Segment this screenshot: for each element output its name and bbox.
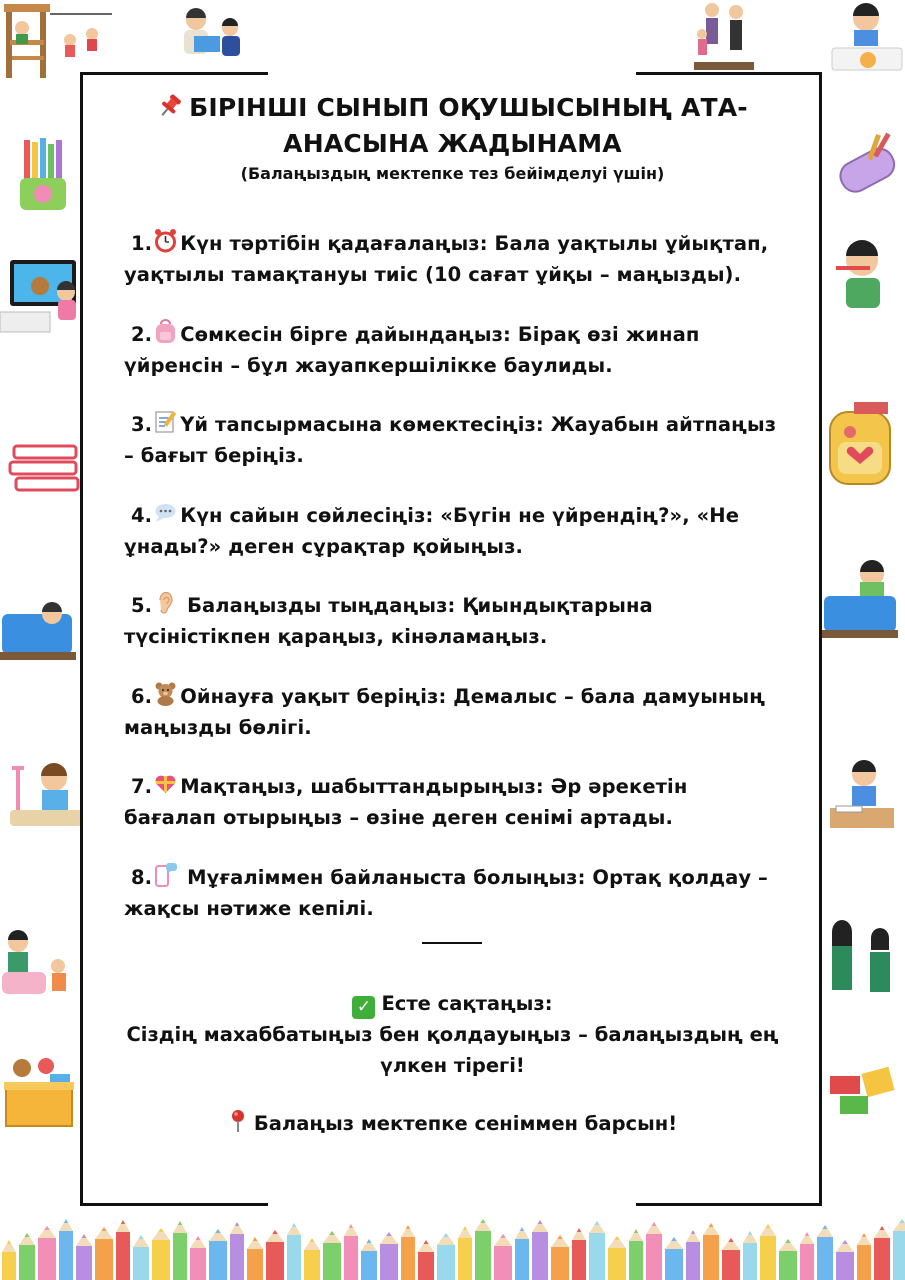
speech-bubble-icon bbox=[153, 500, 178, 525]
item-number: 5. bbox=[131, 594, 153, 617]
pencil-shape bbox=[874, 1226, 890, 1280]
pencil-shape bbox=[209, 1229, 227, 1280]
pushpin-icon bbox=[157, 93, 183, 119]
page-title bbox=[95, 90, 810, 162]
pencil-shape bbox=[475, 1219, 491, 1280]
pencil-shape bbox=[551, 1235, 569, 1280]
pencil-shape bbox=[857, 1233, 871, 1280]
teddy-bear-icon bbox=[153, 681, 178, 706]
recommendations-list bbox=[124, 228, 784, 952]
pencil-shape bbox=[515, 1227, 529, 1280]
pencil-shape bbox=[743, 1231, 757, 1280]
pencil-shape bbox=[572, 1228, 586, 1280]
boy-eating-illustration bbox=[826, 0, 905, 76]
item-text: Үй тапсырмасына көмектесіңіз: Жауабын айтпаңыз – бағыт беріңіз. bbox=[124, 413, 777, 467]
pencil-shape bbox=[629, 1229, 643, 1280]
frame-bottom-gap bbox=[268, 1200, 636, 1208]
pencil-shape bbox=[646, 1222, 662, 1280]
pencil-shape bbox=[344, 1224, 358, 1280]
pencil-shape bbox=[401, 1225, 415, 1280]
list-item bbox=[124, 409, 784, 471]
list-item bbox=[124, 228, 784, 290]
waking-child-illustration bbox=[822, 552, 898, 642]
item-text: Сөмкесін бірге дайындаңыз: Бірақ өзі жинап үйренсін – бұл жауапкершілікке баулиды. bbox=[124, 322, 700, 377]
item-number: 6. bbox=[131, 684, 153, 708]
item-text: Күн сайын сөйлесіңіз: «Бүгін не үйрендің?», «Не ұнады?» деген сұрақтар қойыңыз. bbox=[124, 503, 740, 558]
heart-gift-icon bbox=[153, 771, 178, 796]
page-title-text: БІРІНШІ СЫНЫП ОҚУШЫСЫНЫҢ АТА-АНАСЫНА ЖАДЫНАМА bbox=[189, 93, 748, 158]
closing-line bbox=[120, 1108, 785, 1139]
pencil-shape bbox=[38, 1226, 56, 1280]
pencil-shape bbox=[247, 1237, 263, 1280]
backpack-illustration bbox=[820, 398, 900, 488]
playground-illustration bbox=[0, 0, 115, 82]
pencil-shape bbox=[893, 1219, 905, 1280]
pencil-shape bbox=[173, 1221, 187, 1280]
list-item bbox=[124, 681, 784, 743]
pencil-case-illustration bbox=[832, 128, 898, 200]
list-item bbox=[124, 771, 784, 833]
pencil-shape bbox=[2, 1240, 16, 1280]
pencil-shape bbox=[76, 1234, 92, 1280]
remember-text: Сіздің махаббатыңыз бен қолдауыңыз – балаңыздың ең үлкен тірегі! bbox=[126, 1023, 779, 1077]
closing-text: Балаңыз мектепке сеніммен барсын! bbox=[253, 1112, 678, 1135]
pencil-shape bbox=[836, 1240, 854, 1280]
studying-girl-illustration bbox=[8, 756, 84, 832]
phone-message-icon bbox=[153, 862, 178, 887]
sleeping-child-illustration bbox=[0, 594, 76, 666]
pencil-shape bbox=[589, 1221, 605, 1280]
pencil-shape bbox=[266, 1230, 284, 1280]
section-divider bbox=[422, 942, 482, 944]
alarm-clock-icon bbox=[153, 228, 178, 253]
item-number: 7. bbox=[131, 775, 153, 798]
pencil-shape bbox=[665, 1237, 683, 1280]
pencil-shape bbox=[817, 1225, 833, 1280]
pencil-shape bbox=[418, 1240, 434, 1280]
ear-icon bbox=[153, 590, 178, 615]
item-text: Күн тәртібін қадағалаңыз: Бала уақтылы ұйықтап, уақтылы тамақтануы тиіс (10 сағат ұйқы – маңызды). bbox=[124, 232, 769, 286]
item-number: 1. bbox=[131, 232, 153, 255]
frame-top-gap bbox=[268, 68, 636, 76]
round-pin-icon bbox=[228, 1109, 248, 1133]
page-subtitle: (Балаңыздың мектепке тез бейімделуі үшін) bbox=[240, 164, 665, 183]
item-number: 4. bbox=[131, 503, 153, 527]
pencil-shape bbox=[116, 1220, 130, 1280]
list-item bbox=[124, 590, 784, 652]
pencil-shape bbox=[133, 1235, 149, 1280]
check-mark-icon: ✓ bbox=[352, 996, 375, 1019]
item-number: 2. bbox=[131, 322, 153, 346]
pencil-shape bbox=[532, 1220, 548, 1280]
item-text: Мұғаліммен байланыста болыңыз: Ортақ қолдау – жақсы нәтиже кепілі. bbox=[124, 865, 768, 920]
colored-pencils-border bbox=[0, 1212, 905, 1280]
tv-watching-illustration bbox=[0, 256, 84, 336]
remember-section bbox=[120, 988, 785, 1081]
pencil-shape bbox=[59, 1219, 73, 1280]
pencil-shape bbox=[287, 1223, 301, 1280]
item-text: Балаңызды тыңдаңыз: Қиындықтарына түсіністікпен қараңыз, кінәламаңыз. bbox=[124, 594, 653, 648]
pencil-shape bbox=[703, 1223, 719, 1280]
pencil-shape bbox=[361, 1239, 377, 1280]
teacher-with-child-illustration bbox=[0, 928, 80, 1002]
pencil-shape bbox=[152, 1228, 170, 1280]
item-text: Мақтаңыз, шабыттандырыңыз: Әр әрекетін бағалап отырыңыз – өзіне деген сенімі артады. bbox=[124, 775, 688, 829]
pencil-shape bbox=[437, 1233, 455, 1280]
pencil-shape bbox=[190, 1236, 206, 1280]
pencil-shape bbox=[458, 1226, 472, 1280]
item-text: Ойнауға уақыт беріңіз: Демалыс – бала дамуының маңызды бөлігі. bbox=[124, 684, 766, 739]
pencil-shape bbox=[304, 1238, 320, 1280]
pencil-shape bbox=[608, 1236, 626, 1280]
parent-child-illustration bbox=[688, 0, 758, 72]
pencil-shape bbox=[779, 1239, 797, 1280]
teachers-talking-illustration bbox=[822, 918, 902, 998]
toothbrush-boy-illustration bbox=[832, 238, 894, 312]
pencil-shape bbox=[722, 1238, 740, 1280]
pencil-shape bbox=[760, 1224, 776, 1280]
backpack-icon bbox=[153, 319, 178, 344]
pencil-shape bbox=[494, 1234, 512, 1280]
desk-boy-illustration bbox=[826, 756, 898, 834]
reading-children-illustration bbox=[172, 6, 250, 66]
pencil-shape bbox=[95, 1227, 113, 1280]
pencil-shape bbox=[800, 1232, 814, 1280]
remember-heading-row bbox=[120, 988, 785, 1019]
pencil-shape bbox=[230, 1222, 244, 1280]
toy-box-illustration bbox=[0, 1052, 80, 1132]
toy-blocks-illustration bbox=[826, 1066, 898, 1122]
item-number: 3. bbox=[131, 413, 153, 436]
list-item bbox=[124, 862, 784, 924]
item-number: 8. bbox=[131, 865, 153, 889]
pencil-shape bbox=[380, 1232, 398, 1280]
pencil-shape bbox=[19, 1233, 35, 1280]
list-item bbox=[124, 319, 784, 381]
pencil-cup-illustration bbox=[18, 138, 70, 214]
remember-heading: Есте сақтаңыз: bbox=[381, 992, 553, 1015]
books-stack-illustration bbox=[8, 442, 82, 494]
memo-icon bbox=[153, 409, 178, 434]
pencil-shape bbox=[323, 1231, 341, 1280]
list-item bbox=[124, 500, 784, 562]
pencil-shape bbox=[686, 1230, 700, 1280]
